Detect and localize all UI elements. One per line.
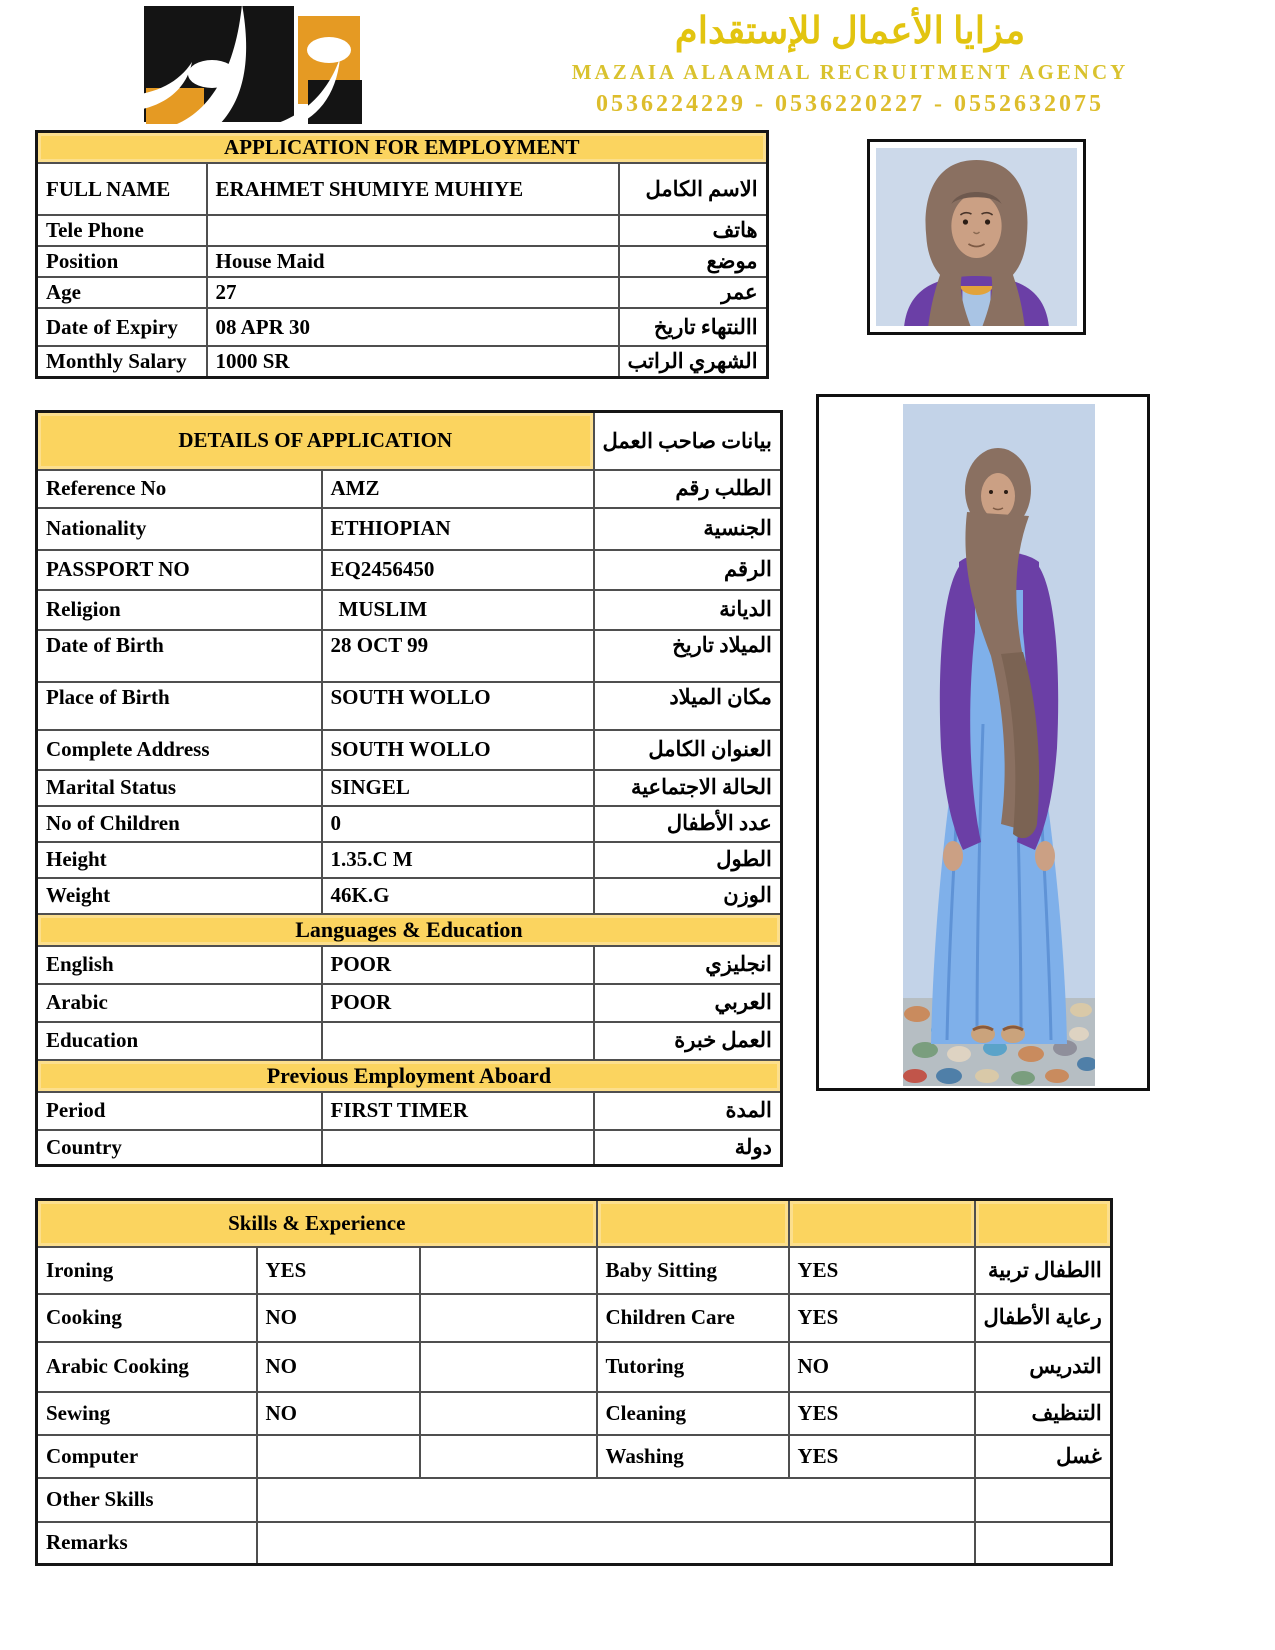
field-label-arabic: العربي (594, 984, 782, 1022)
field-label: Reference No (37, 470, 322, 508)
reference-no-value: AMZ (322, 470, 594, 508)
languages-education-section-title: Languages & Education (37, 914, 782, 946)
field-label: Country (37, 1130, 322, 1166)
field-label-arabic: الديانة (594, 590, 782, 630)
passport-no-value: EQ2456450 (322, 550, 594, 590)
field-label: PASSPORT NO (37, 550, 322, 590)
skill-label: Ironing (37, 1247, 257, 1294)
field-label: Height (37, 842, 322, 878)
skills-header-spacer (597, 1200, 789, 1247)
place-of-birth-value: SOUTH WOLLO (322, 682, 594, 730)
field-label-arabic: دولة (594, 1130, 782, 1166)
field-label-arabic: عمر (619, 277, 768, 308)
empty-cell (420, 1247, 597, 1294)
field-label: Nationality (37, 508, 322, 550)
skill-label: Sewing (37, 1392, 257, 1435)
empty-cell (975, 1478, 1112, 1522)
field-label-arabic: الميلاد تاريخ (594, 630, 782, 682)
field-label-arabic: العنوان الكامل (594, 730, 782, 770)
skill-label-arabic: التدريس (975, 1342, 1112, 1392)
field-label-arabic: الرقم (594, 550, 782, 590)
field-label: Tele Phone (37, 215, 207, 246)
agency-name-arabic: مزايا الأعمال للإستقدام (674, 11, 1026, 52)
skill-label: Computer (37, 1435, 257, 1478)
other-skills-value (257, 1478, 975, 1522)
agency-name-english: MAZAIA ALAAMAL RECRUITMENT AGENCY (571, 60, 1129, 85)
field-label: Weight (37, 878, 322, 914)
baby-sitting-value: YES (789, 1247, 975, 1294)
skills-table (35, 1198, 1113, 1566)
field-label: English (37, 946, 322, 984)
details-table (35, 410, 783, 1167)
cooking-value: NO (257, 1294, 420, 1342)
position-value: House Maid (207, 246, 619, 277)
empty-cell (975, 1522, 1112, 1565)
details-table-title: DETAILS OF APPLICATION (37, 412, 594, 470)
field-label-arabic: العمل خبرة (594, 1022, 782, 1060)
agency-phone-numbers: 0536224229 - 0536220227 - 0552632075 (596, 91, 1104, 118)
skill-label-arabic: رعاية الأطفال (975, 1294, 1112, 1342)
children-care-value: YES (789, 1294, 975, 1342)
empty-cell (420, 1392, 597, 1435)
skill-label: Cleaning (597, 1392, 789, 1435)
field-label: Marital Status (37, 770, 322, 806)
skill-label: Cooking (37, 1294, 257, 1342)
field-label: Complete Address (37, 730, 322, 770)
details-table-title-arabic: بيانات صاحب العمل (594, 412, 782, 470)
applicant-portrait-photo (867, 139, 1086, 335)
arabic-level-value: POOR (322, 984, 594, 1022)
skills-table-title: Skills & Experience (37, 1200, 597, 1247)
skill-label: Other Skills (37, 1478, 257, 1522)
field-label-arabic: انجليزي (594, 946, 782, 984)
weight-value: 46K.G (322, 878, 594, 914)
marital-status-value: SINGEL (322, 770, 594, 806)
nationality-value: ETHIOPIAN (322, 508, 594, 550)
field-label-arabic: الحالة الاجتماعية (594, 770, 782, 806)
date-of-birth-value: 28 OCT 99 (322, 630, 594, 682)
english-level-value: POOR (322, 946, 594, 984)
skill-label: Remarks (37, 1522, 257, 1565)
skill-label: Tutoring (597, 1342, 789, 1392)
field-label-arabic: عدد الأطفال (594, 806, 782, 842)
field-label: Period (37, 1092, 322, 1130)
skill-label: Arabic Cooking (37, 1342, 257, 1392)
skill-label: Washing (597, 1435, 789, 1478)
field-label-arabic: هاتف (619, 215, 768, 246)
field-label-arabic: الطول (594, 842, 782, 878)
tele-phone-value (207, 215, 619, 246)
field-label-arabic: الطلب رقم (594, 470, 782, 508)
skill-label-arabic: االطفال تربية (975, 1247, 1112, 1294)
period-value: FIRST TIMER (322, 1092, 594, 1130)
washing-value: YES (789, 1435, 975, 1478)
education-value (322, 1022, 594, 1060)
field-label: Position (37, 246, 207, 277)
field-label: Arabic (37, 984, 322, 1022)
field-label-arabic: مكان الميلاد (594, 682, 782, 730)
field-label: Religion (37, 590, 322, 630)
full-name-value: ERAHMET SHUMIYE MUHIYE (207, 163, 619, 215)
skill-label: Baby Sitting (597, 1247, 789, 1294)
sewing-value: NO (257, 1392, 420, 1435)
empty-cell (420, 1435, 597, 1478)
ironing-value: YES (257, 1247, 420, 1294)
cleaning-value: YES (789, 1392, 975, 1435)
skills-header-spacer (789, 1200, 975, 1247)
religion-value: MUSLIM (322, 590, 594, 630)
empty-cell (420, 1294, 597, 1342)
computer-value (257, 1435, 420, 1478)
field-label-arabic: االنتهاء تاريخ (619, 308, 768, 346)
field-label-arabic: الوزن (594, 878, 782, 914)
complete-address-value: SOUTH WOLLO (322, 730, 594, 770)
height-value: 1.35.C M (322, 842, 594, 878)
skill-label: Children Care (597, 1294, 789, 1342)
age-value: 27 (207, 277, 619, 308)
country-value (322, 1130, 594, 1166)
previous-employment-section-title: Previous Employment Aboard (37, 1060, 782, 1092)
field-label-arabic: موضع (619, 246, 768, 277)
field-label: Education (37, 1022, 322, 1060)
agency-header (520, 10, 1180, 118)
field-label-arabic: الاسم الكامل (619, 163, 768, 215)
date-of-expiry-value: 08 APR 30 (207, 308, 619, 346)
field-label-arabic: المدة (594, 1092, 782, 1130)
skills-header-spacer (975, 1200, 1112, 1247)
skill-label-arabic: غسل (975, 1435, 1112, 1478)
tutoring-value: NO (789, 1342, 975, 1392)
field-label-arabic: الشهري الراتب (619, 346, 768, 378)
field-label-arabic: الجنسية (594, 508, 782, 550)
empty-cell (420, 1342, 597, 1392)
applicant-full-body-photo (816, 394, 1150, 1091)
no-of-children-value: 0 (322, 806, 594, 842)
remarks-value (257, 1522, 975, 1565)
monthly-salary-value: 1000 SR (207, 346, 619, 378)
skill-label-arabic: التنظيف (975, 1392, 1112, 1435)
agency-logo-icon (112, 0, 364, 132)
employment-table-title: APPLICATION FOR EMPLOYMENT (37, 132, 768, 164)
field-label: No of Children (37, 806, 322, 842)
arabic-cooking-value: NO (257, 1342, 420, 1392)
employment-table (35, 130, 769, 379)
field-label: Age (37, 277, 207, 308)
field-label: FULL NAME (37, 163, 207, 215)
field-label: Date of Birth (37, 630, 322, 682)
field-label: Monthly Salary (37, 346, 207, 378)
field-label: Date of Expiry (37, 308, 207, 346)
field-label: Place of Birth (37, 682, 322, 730)
